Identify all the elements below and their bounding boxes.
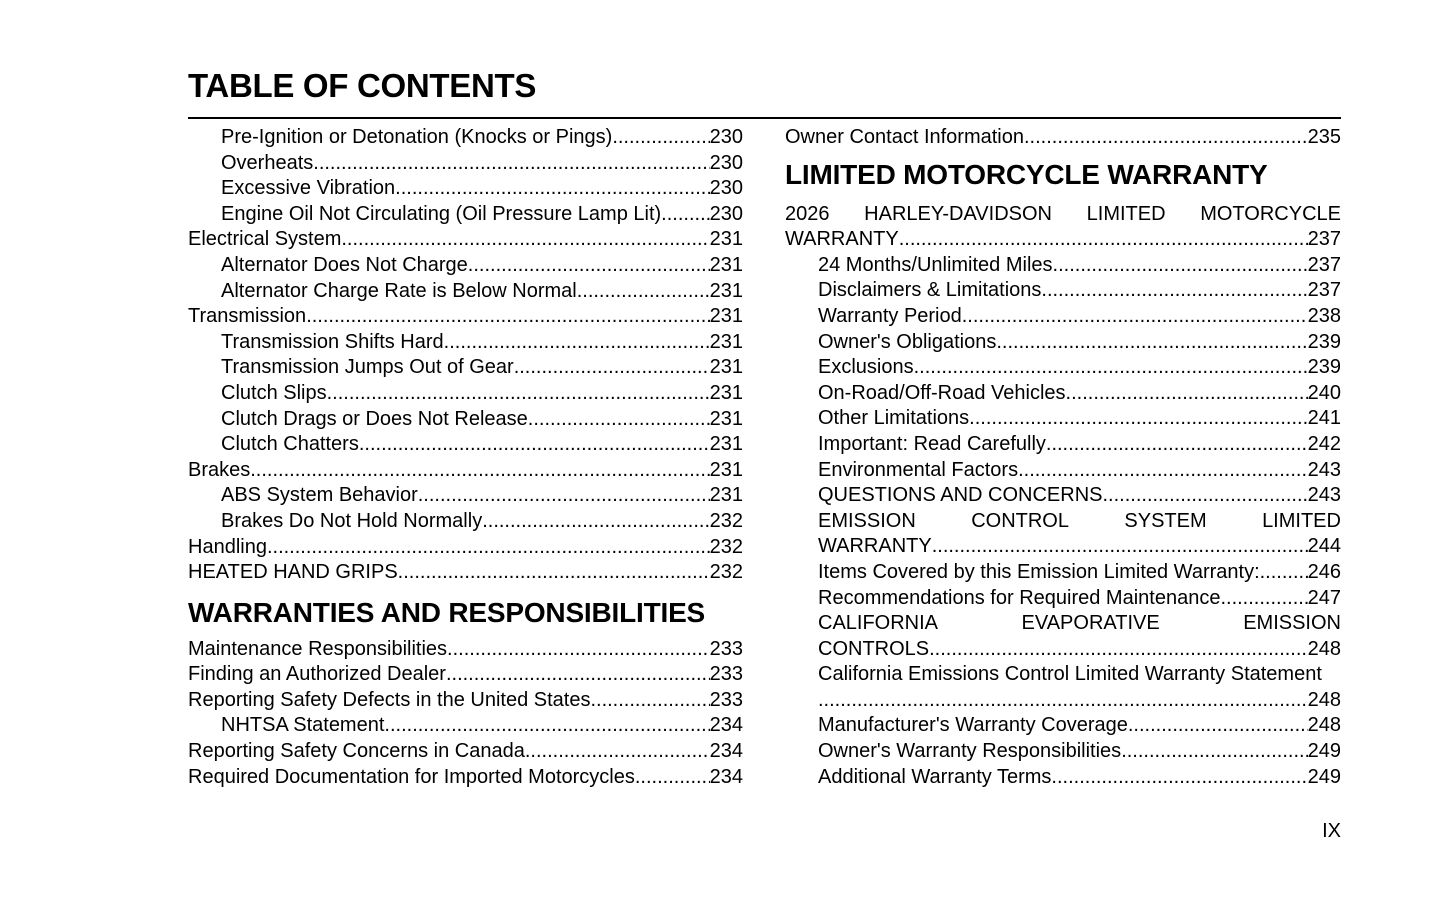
heading-word: EMISSION bbox=[1243, 612, 1341, 635]
toc-entry[interactable] bbox=[785, 406, 1341, 432]
toc-entry-text: Maintenance Responsibilities bbox=[188, 637, 448, 660]
toc-entry-text: Other Limitations bbox=[818, 407, 970, 430]
toc-entry[interactable] bbox=[188, 279, 743, 305]
toc-entry-leader bbox=[929, 637, 1308, 663]
toc-entry[interactable] bbox=[188, 432, 743, 458]
toc-entry-leader bbox=[1053, 253, 1308, 279]
toc-entry-page: 233 bbox=[709, 637, 743, 660]
toc-entry[interactable] bbox=[188, 662, 743, 688]
toc-entry-text: Clutch Drags or Does Not Release bbox=[221, 407, 528, 430]
heading-word: CALIFORNIA bbox=[818, 612, 939, 635]
toc-entry-leader bbox=[1121, 739, 1307, 765]
heading-word: EVAPORATIVE bbox=[1021, 612, 1160, 635]
toc-entries-california bbox=[785, 713, 1341, 790]
toc-entry-page: 230 bbox=[709, 202, 743, 225]
toc-left-column bbox=[188, 125, 743, 790]
toc-entry-text: Required Documentation for Imported Motorcycles bbox=[188, 765, 635, 788]
toc-entry[interactable] bbox=[785, 637, 1341, 663]
toc-entries-troubleshooting bbox=[188, 125, 743, 586]
toc-entry-leader bbox=[250, 458, 709, 484]
toc-entry-page: 234 bbox=[709, 740, 743, 763]
toc-entry-leader bbox=[899, 227, 1308, 253]
toc-entry[interactable] bbox=[188, 765, 743, 791]
toc-entry-page: 238 bbox=[1307, 304, 1341, 327]
toc-entry-text: Items Covered by this Emission Limited Warranty: bbox=[818, 560, 1260, 583]
toc-entry-text: NHTSA Statement bbox=[221, 714, 385, 737]
toc-entry-leader bbox=[612, 125, 709, 151]
toc-entry-page: 241 bbox=[1307, 407, 1341, 430]
toc-entry[interactable] bbox=[785, 765, 1341, 791]
toc-entry-leader bbox=[384, 713, 709, 739]
toc-entry-leader bbox=[1041, 278, 1307, 304]
toc-entry-page: 242 bbox=[1307, 432, 1341, 455]
california-statement-title[interactable]: California Emissions Control Limited Warranty Statement bbox=[818, 663, 1322, 686]
toc-entry[interactable] bbox=[785, 432, 1341, 458]
toc-entry-text: Additional Warranty Terms bbox=[818, 765, 1052, 788]
toc-entry-text: Transmission Jumps Out of Gear bbox=[221, 356, 514, 379]
toc-entry[interactable] bbox=[785, 381, 1341, 407]
toc-entry-leader bbox=[446, 662, 710, 688]
toc-entry-text: Reporting Safety Concerns in Canada bbox=[188, 740, 525, 763]
toc-entry[interactable] bbox=[188, 713, 743, 739]
toc-entry-page: 234 bbox=[709, 765, 743, 788]
toc-entry[interactable] bbox=[188, 125, 743, 151]
toc-entry-text: Clutch Slips bbox=[221, 381, 327, 404]
toc-entry[interactable] bbox=[785, 330, 1341, 356]
toc-entry-text: Disclaimers & Limitations bbox=[818, 279, 1042, 302]
toc-entry[interactable] bbox=[785, 278, 1341, 304]
toc-entry-leader bbox=[444, 330, 710, 356]
toc-entry-leader bbox=[1018, 458, 1308, 484]
toc-entries-warranties bbox=[188, 637, 743, 791]
toc-entry-leader bbox=[482, 509, 709, 535]
toc-entry-page: 232 bbox=[709, 535, 743, 558]
toc-entry-page: 243 bbox=[1307, 484, 1341, 507]
page-title: TABLE OF CONTENTS bbox=[188, 67, 537, 104]
toc-entry-page: 233 bbox=[709, 663, 743, 686]
toc-entry-page: 246 bbox=[1307, 560, 1341, 583]
toc-entry-leader bbox=[447, 637, 710, 663]
toc-entry-page: 232 bbox=[709, 561, 743, 584]
heading-word: LIMITED bbox=[1086, 202, 1166, 225]
toc-entry-page: 244 bbox=[1307, 535, 1341, 558]
toc-entry-text: Overheats bbox=[221, 151, 314, 174]
toc-entry-leader bbox=[341, 227, 709, 253]
toc-entry-text: Brakes bbox=[188, 458, 251, 481]
toc-entry-text: Transmission Shifts Hard bbox=[221, 330, 444, 353]
toc-entry-page: 231 bbox=[709, 356, 743, 379]
toc-entry-leader bbox=[1128, 713, 1308, 739]
toc-entry-page: 231 bbox=[709, 279, 743, 302]
toc-entry-leader bbox=[528, 407, 710, 433]
toc-entry-text: Warranty Period bbox=[818, 304, 962, 327]
toc-entry-text: Recommendations for Required Maintenance bbox=[818, 586, 1221, 609]
toc-entry[interactable] bbox=[188, 509, 743, 535]
toc-entry-text: On-Road/Off-Road Vehicles bbox=[818, 381, 1066, 404]
toc-entry-leader bbox=[969, 406, 1307, 432]
toc-entry-page: 231 bbox=[709, 305, 743, 328]
toc-entry[interactable] bbox=[188, 637, 743, 663]
toc-entry-page: 249 bbox=[1307, 765, 1341, 788]
toc-entry-leader bbox=[635, 765, 710, 791]
toc-entry-page: 239 bbox=[1307, 330, 1341, 353]
toc-entry-text: Finding an Authorized Dealer bbox=[188, 663, 446, 686]
toc-entry[interactable] bbox=[188, 330, 743, 356]
toc-entry-leader bbox=[1260, 560, 1308, 586]
toc-entry-leader bbox=[306, 304, 709, 330]
toc-right-column bbox=[785, 125, 1341, 790]
toc-entry-leader bbox=[359, 432, 710, 458]
toc-entry-text: 24 Months/Unlimited Miles bbox=[818, 253, 1053, 276]
toc-entry-text: Exclusions bbox=[818, 356, 914, 379]
toc-entry-text: HEATED HAND GRIPS bbox=[188, 561, 398, 584]
toc-entry-leader bbox=[996, 330, 1307, 356]
toc-entry-text: Pre-Ignition or Detonation (Knocks or Pings) bbox=[221, 126, 613, 148]
toc-entry-leader bbox=[661, 202, 709, 228]
toc-entry-page: 248 bbox=[1307, 637, 1341, 660]
heading-word: LIMITED bbox=[1262, 509, 1341, 532]
toc-entries-emission bbox=[785, 560, 1341, 611]
california-heading-line1[interactable] bbox=[785, 611, 1341, 637]
toc-entry-page: 234 bbox=[709, 714, 743, 737]
toc-entry-text: Clutch Chatters bbox=[221, 433, 359, 456]
toc-entry-leader bbox=[577, 279, 710, 305]
toc-entry-leader bbox=[1102, 483, 1307, 509]
toc-entry[interactable] bbox=[188, 407, 743, 433]
toc-entry-text: Alternator Does Not Charge bbox=[221, 253, 468, 276]
toc-entry-leader bbox=[962, 304, 1308, 330]
page-number: IX bbox=[1322, 820, 1341, 842]
toc-entry[interactable] bbox=[785, 483, 1341, 509]
toc-entry-leader bbox=[468, 253, 710, 279]
toc-entry-page: 231 bbox=[709, 407, 743, 430]
toc-entry-text: ABS System Behavior bbox=[221, 484, 418, 507]
toc-entry-leader bbox=[418, 483, 710, 509]
toc-entry-page: 231 bbox=[709, 253, 743, 276]
heading-word: MOTORCYCLE bbox=[1200, 202, 1341, 225]
heading-word: CONTROL bbox=[971, 509, 1069, 532]
toc-entry-leader bbox=[1024, 125, 1308, 151]
toc-entry-page: 231 bbox=[709, 484, 743, 507]
toc-entry[interactable] bbox=[188, 688, 743, 714]
toc-entry[interactable] bbox=[188, 355, 743, 381]
toc-entry-page: 237 bbox=[1307, 253, 1341, 276]
toc-entry[interactable] bbox=[785, 227, 1341, 253]
toc-entry-page: 249 bbox=[1307, 740, 1341, 763]
toc-entry-text: Owner's Obligations bbox=[818, 330, 997, 353]
toc-entry[interactable] bbox=[785, 253, 1341, 279]
toc-entry[interactable] bbox=[188, 483, 743, 509]
toc-entry[interactable] bbox=[785, 688, 1341, 714]
toc-entry-text: Excessive Vibration bbox=[221, 177, 396, 200]
toc-entry-text: Brakes Do Not Hold Normally bbox=[221, 509, 483, 532]
toc-entry-leader bbox=[1051, 765, 1307, 791]
toc-entry-text: Reporting Safety Defects in the United States bbox=[188, 688, 591, 711]
heading-word: HARLEY-DAVIDSON bbox=[864, 202, 1052, 225]
toc-entry[interactable] bbox=[785, 534, 1341, 560]
toc-entry[interactable] bbox=[188, 202, 743, 228]
toc-entry[interactable] bbox=[188, 304, 743, 330]
toc-entry-leader bbox=[1046, 432, 1308, 458]
toc-entry-page: 230 bbox=[709, 177, 743, 200]
toc-entry-text: Alternator Charge Rate is Below Normal bbox=[221, 279, 577, 302]
toc-entry-text: Environmental Factors bbox=[818, 458, 1019, 481]
toc-entry-leader bbox=[932, 534, 1308, 560]
heading-word: EMISSION bbox=[818, 509, 916, 532]
toc-entry[interactable] bbox=[785, 458, 1341, 484]
toc-entry-leader bbox=[818, 688, 1308, 714]
toc-entry[interactable] bbox=[188, 227, 743, 253]
heading-word: 2026 bbox=[785, 202, 830, 225]
toc-entry-leader bbox=[327, 381, 710, 407]
toc-entry-page: 248 bbox=[1307, 688, 1341, 711]
toc-entry-page: 231 bbox=[709, 381, 743, 404]
toc-entry-page: 232 bbox=[709, 509, 743, 532]
toc-entry-leader bbox=[914, 355, 1308, 381]
toc-entry-text: CONTROLS bbox=[818, 637, 930, 660]
toc-entry-page: 240 bbox=[1307, 381, 1341, 404]
toc-entry-page: 231 bbox=[709, 458, 743, 481]
toc-entry[interactable] bbox=[188, 151, 743, 177]
toc-entry-leader bbox=[514, 355, 710, 381]
toc-entry-leader bbox=[1066, 381, 1308, 407]
toc-entry[interactable] bbox=[785, 304, 1341, 330]
toc-entry[interactable] bbox=[785, 739, 1341, 765]
toc-entry-text: Engine Oil Not Circulating (Oil Pressure Lamp Lit) bbox=[221, 202, 662, 225]
toc-entry-page: 243 bbox=[1307, 458, 1341, 481]
toc-entry-leader bbox=[590, 688, 709, 714]
toc-entry-page: 231 bbox=[709, 433, 743, 456]
toc-entry[interactable] bbox=[188, 535, 743, 561]
toc-entry-leader bbox=[1220, 586, 1307, 612]
section-heading-warranties: WARRANTIES AND RESPONSIBILITIES bbox=[188, 596, 706, 628]
toc-entry-text: Electrical System bbox=[188, 228, 342, 251]
emission-heading-line1[interactable] bbox=[785, 509, 1341, 535]
warranty-heading-line1[interactable] bbox=[785, 202, 1341, 228]
toc-entry-leader bbox=[395, 176, 709, 202]
toc-entry[interactable] bbox=[188, 560, 743, 586]
toc-entry[interactable] bbox=[188, 381, 743, 407]
toc-entry[interactable] bbox=[188, 458, 743, 484]
toc-entry-text: Handling bbox=[188, 535, 267, 558]
toc-entry-text: Important: Read Carefully bbox=[818, 432, 1046, 455]
toc-entry-page: 230 bbox=[709, 126, 743, 148]
toc-entry-page: 237 bbox=[1307, 228, 1341, 251]
toc-entry[interactable] bbox=[785, 713, 1341, 739]
toc-entry[interactable] bbox=[188, 176, 743, 202]
toc-entry-text: WARRANTY bbox=[785, 228, 899, 251]
toc-entry-page: 237 bbox=[1307, 279, 1341, 302]
toc-entry-leader bbox=[525, 739, 710, 765]
toc-entry-page: 235 bbox=[1307, 126, 1341, 148]
toc-entry-text: QUESTIONS AND CONCERNS bbox=[818, 484, 1103, 507]
toc-entry-text: Owner's Warranty Responsibilities bbox=[818, 740, 1122, 763]
toc-entry[interactable] bbox=[785, 586, 1341, 612]
toc-entry[interactable] bbox=[785, 355, 1341, 381]
section-heading-limited-warranty: LIMITED MOTORCYCLE WARRANTY bbox=[785, 158, 1268, 190]
toc-entry-page: 239 bbox=[1307, 356, 1341, 379]
title-divider bbox=[188, 117, 1341, 119]
toc-entry-text: Transmission bbox=[188, 305, 307, 328]
toc-entry-text: Manufacturer's Warranty Coverage bbox=[818, 714, 1128, 737]
toc-entry-leader bbox=[267, 535, 710, 561]
toc-entry-page: 231 bbox=[709, 228, 743, 251]
toc-entry-page: 230 bbox=[709, 151, 743, 174]
toc-entry-page: 233 bbox=[709, 688, 743, 711]
toc-entries-warranty bbox=[785, 253, 1341, 509]
toc-entry[interactable] bbox=[188, 739, 743, 765]
toc-entry-page: 231 bbox=[709, 330, 743, 353]
toc-entry-leader bbox=[398, 560, 710, 586]
toc-entry-text: WARRANTY bbox=[818, 535, 932, 558]
toc-entry[interactable] bbox=[785, 125, 1341, 151]
toc-entry[interactable] bbox=[188, 253, 743, 279]
heading-word: SYSTEM bbox=[1124, 509, 1207, 532]
toc-entry-page: 247 bbox=[1307, 586, 1341, 609]
toc-entry-leader bbox=[313, 151, 709, 177]
toc-entry-text: Owner Contact Information bbox=[785, 126, 1024, 148]
toc-entry-page: 248 bbox=[1307, 714, 1341, 737]
toc-entry[interactable] bbox=[785, 560, 1341, 586]
